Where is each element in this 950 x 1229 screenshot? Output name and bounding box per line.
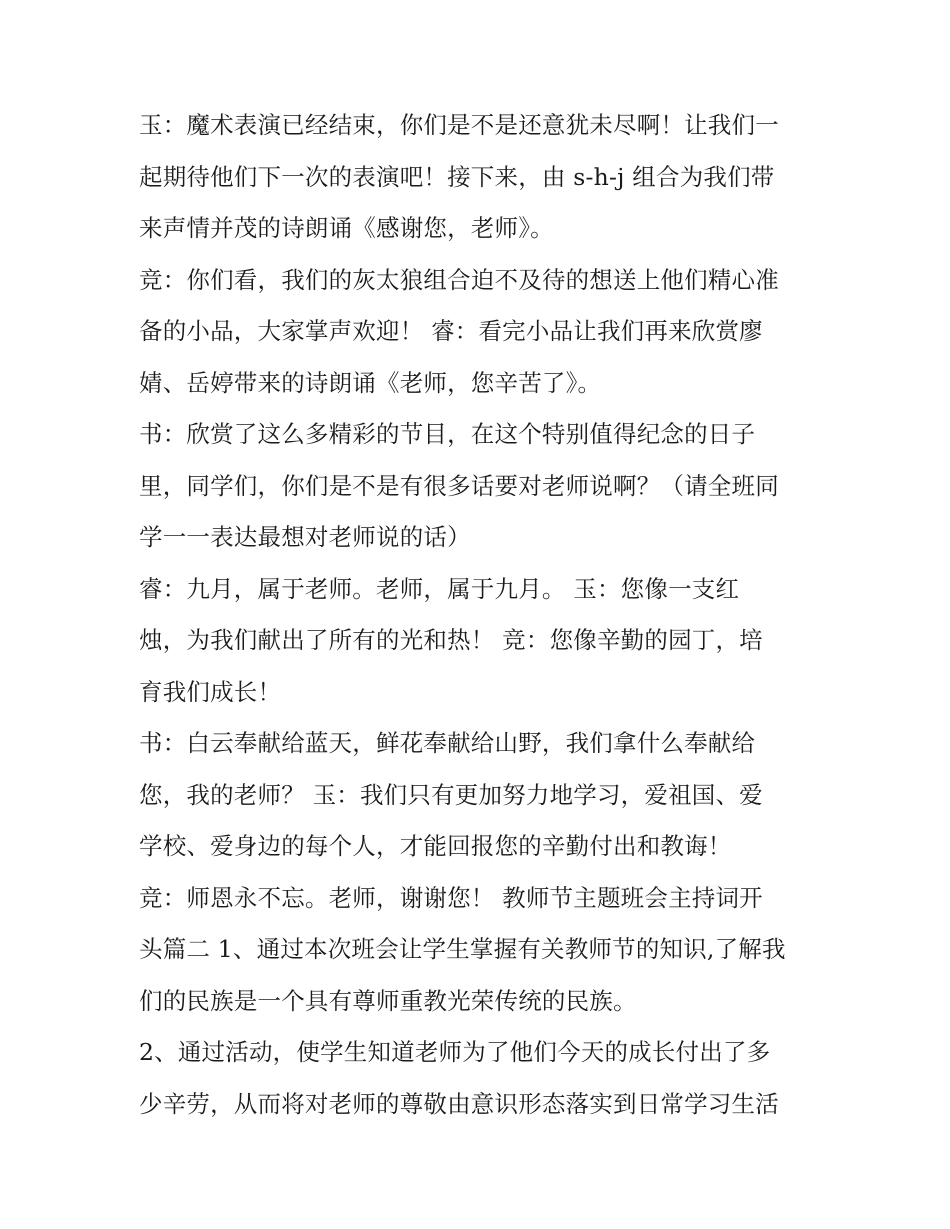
text-line: 少辛劳，从而将对老师的尊敬由意识形态落实到日常学习生活 <box>139 1089 779 1118</box>
text-line: 育我们成长！ <box>139 677 282 706</box>
text-line: 们的民族是一个具有尊师重教光荣传统的民族。 <box>139 986 637 1015</box>
document-body <box>139 100 819 1130</box>
text-line: 学一一表达最想对老师说的话） <box>139 523 471 551</box>
text-line: 竞：师恩永不忘。老师，谢谢您！ 教师节主题班会主持词开 <box>139 883 763 912</box>
text-line: 里，同学们，你们是不是有很多话要对老师说啊？（请全班同 <box>139 471 779 500</box>
text-line: 学校、爱身边的每个人，才能回报您的辛勤付出和教诲！ <box>139 832 732 860</box>
text-line: 烛，为我们献出了所有的光和热！ 竞：您像辛勤的园丁，培 <box>139 626 763 654</box>
text-line: 玉：魔术表演已经结束，你们是不是还意犹未尽啊！让我们一 <box>139 111 779 139</box>
text-line: 书：欣赏了这么多精彩的节目，在这个特别值得纪念的日子 <box>139 420 756 448</box>
text-line: 起期待他们下一次的表演吧！接下来，由 s-h-j 组合为我们带 <box>139 162 775 191</box>
text-line: 书：白云奉献给蓝天，鲜花奉献给山野，我们拿什么奉献给 <box>139 729 756 757</box>
text-line: 竞：你们看，我们的灰太狼组合迫不及待的想送上他们精心准 <box>139 265 779 294</box>
text-line: 2、通过活动，使学生知道老师为了他们今天的成长付出了多 <box>139 1038 771 1066</box>
text-line: 来声情并茂的诗朗诵《感谢您，老师》。 <box>139 214 554 242</box>
text-line: 睿：九月，属于老师。老师，属于九月。 玉：您像一支红 <box>139 574 740 603</box>
text-line: 您，我的老师？ 玉：我们只有更加努力地学习，爱祖国、爱 <box>139 780 763 809</box>
text-line: 头篇二 1、通过本次班会让学生掌握有关教师节的知识,了解我 <box>139 935 786 963</box>
text-line: 婧、岳婷带来的诗朗诵《老师，您辛苦了》。 <box>139 368 602 397</box>
text-line: 备的小品，大家掌声欢迎！ 睿：看完小品让我们再来欣赏廖 <box>139 317 763 345</box>
